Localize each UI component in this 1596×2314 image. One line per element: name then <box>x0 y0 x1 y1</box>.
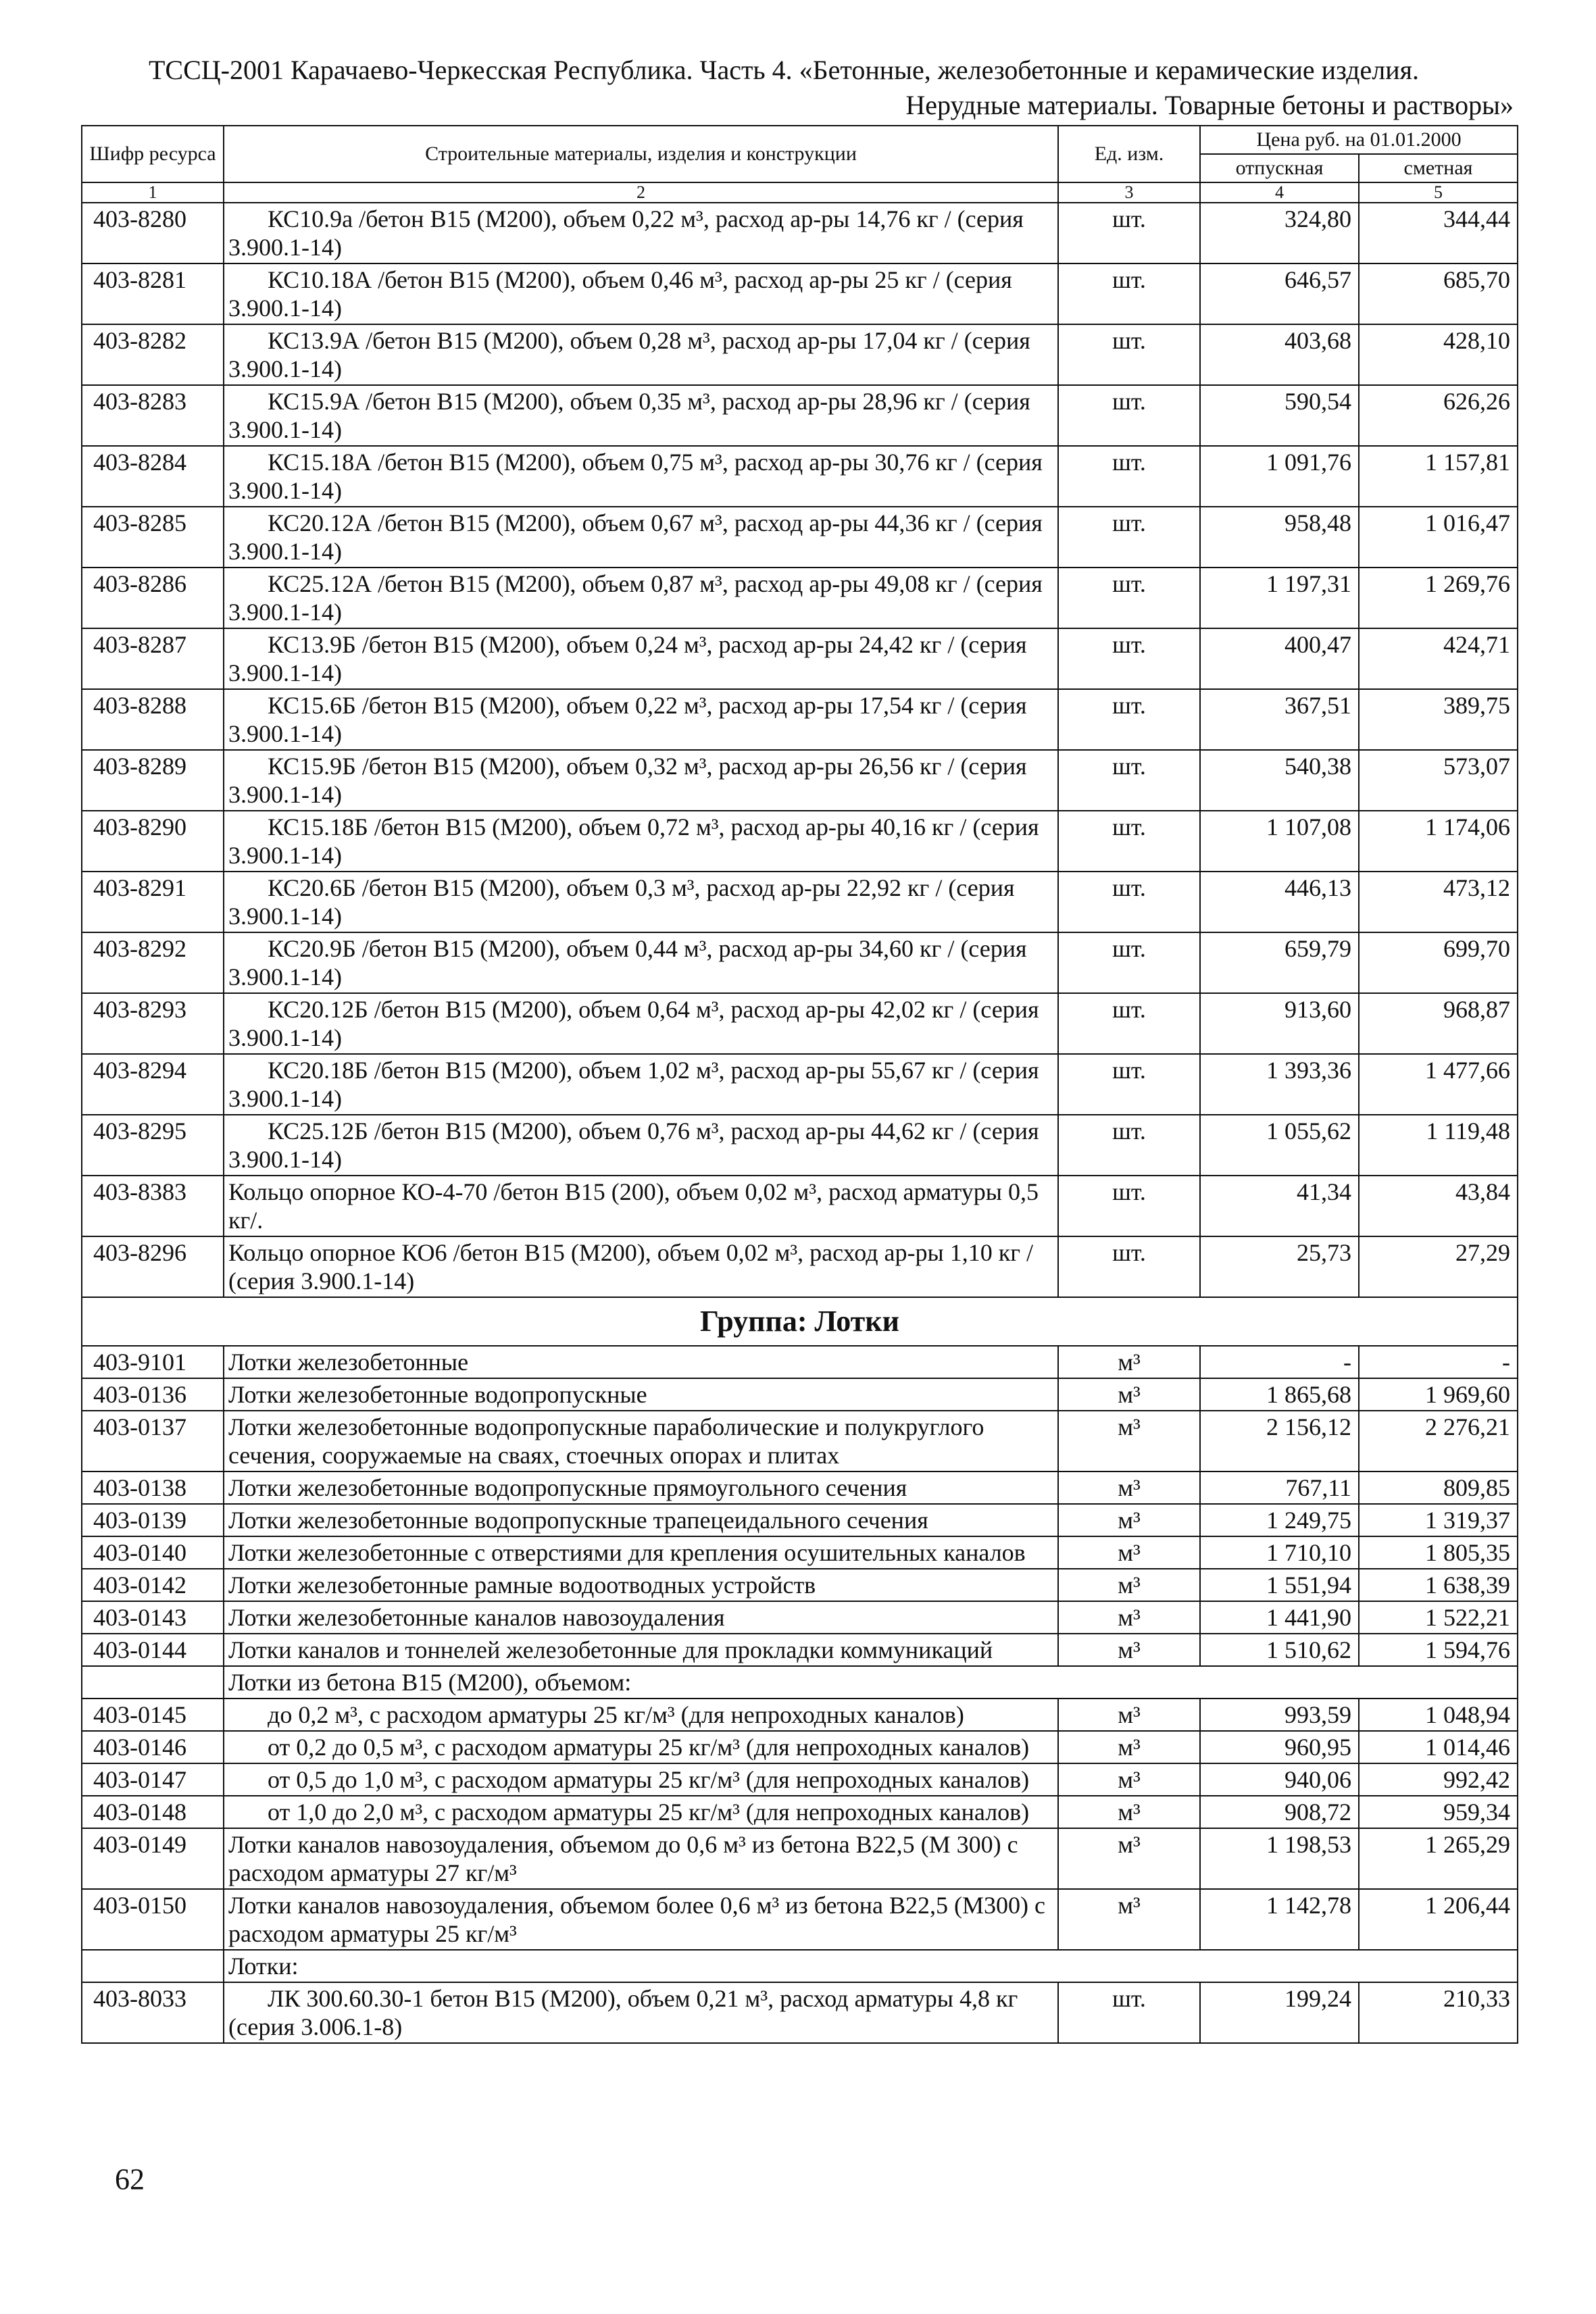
material-name <box>224 1601 1058 1634</box>
price-release: 1 107,08 <box>1200 811 1359 872</box>
header-line-2: Нерудные материалы. Товарные бетоны и растворы» <box>905 90 1514 120</box>
price-release: 1 393,36 <box>1200 1054 1359 1115</box>
price-estimate: 428,10 <box>1359 324 1518 385</box>
unit-cell: шт. <box>1058 385 1200 446</box>
subheading-text: Лотки из бетона В15 (М200), объемом: <box>224 1666 1518 1699</box>
material-name <box>224 263 1058 324</box>
price-release: 646,57 <box>1200 263 1359 324</box>
unit-cell: м³ <box>1058 1346 1200 1378</box>
material-name <box>224 872 1058 932</box>
price-estimate: 1 319,37 <box>1359 1504 1518 1536</box>
material-name-text: КС15.18А /бетон В15 (М200), объем 0,75 м³, расход ар-ры 30,76 кг / (серия 3.900.1-14) <box>228 449 1043 504</box>
price-estimate: 699,70 <box>1359 932 1518 993</box>
unit-cell: шт. <box>1058 446 1200 507</box>
resource-code: 403-8296 <box>82 1236 224 1297</box>
material-name-text: КС13.9Б /бетон В15 (М200), объем 0,24 м³, расход ар-ры 24,42 кг / (серия 3.900.1-14) <box>228 631 1027 686</box>
resource-code: 403-8285 <box>82 507 224 568</box>
price-estimate: 1 969,60 <box>1359 1378 1518 1411</box>
unit-cell: м³ <box>1058 1378 1200 1411</box>
price-release: 1 055,62 <box>1200 1115 1359 1176</box>
price-estimate: 389,75 <box>1359 689 1518 750</box>
material-name <box>224 1054 1058 1115</box>
material-name <box>224 811 1058 872</box>
col-number-1: 1 <box>82 182 224 203</box>
material-name-text: КС15.9А /бетон В15 (М200), объем 0,35 м³, расход ар-ры 28,96 кг / (серия 3.900.1-14) <box>228 388 1030 443</box>
price-release: - <box>1200 1346 1359 1378</box>
price-estimate: 1 638,39 <box>1359 1569 1518 1601</box>
price-estimate: 344,44 <box>1359 203 1518 263</box>
table-row <box>82 1411 1518 1472</box>
price-estimate: 1 269,76 <box>1359 568 1518 628</box>
col-number-4: 4 <box>1200 182 1359 203</box>
unit-cell: шт. <box>1058 1982 1200 2043</box>
table-row <box>82 628 1518 689</box>
material-name <box>224 1346 1058 1378</box>
material-name-text: КС20.12А /бетон В15 (М200), объем 0,67 м³, расход ар-ры 44,36 кг / (серия 3.900.1-14) <box>228 509 1043 565</box>
table-row <box>82 932 1518 993</box>
resource-code: 403-8286 <box>82 568 224 628</box>
price-release: 540,38 <box>1200 750 1359 811</box>
material-name-text: КС20.18Б /бетон В15 (М200), объем 1,02 м³, расход ар-ры 55,67 кг / (серия 3.900.1-14) <box>228 1057 1039 1112</box>
header-code: Шифр ресурса <box>82 126 224 182</box>
material-name <box>224 689 1058 750</box>
material-name-text: КС25.12Б /бетон В15 (М200), объем 0,76 м³, расход ар-ры 44,62 кг / (серия 3.900.1-14) <box>228 1117 1039 1173</box>
material-name-text: от 0,2 до 0,5 м³, с расходом арматуры 25 кг/м³ (для непроходных каналов) <box>268 1734 1030 1761</box>
table-row <box>82 507 1518 568</box>
unit-cell: м³ <box>1058 1601 1200 1634</box>
unit-cell: шт. <box>1058 993 1200 1054</box>
material-name <box>224 1536 1058 1569</box>
price-release: 1 551,94 <box>1200 1569 1359 1601</box>
header-price-release: отпускная <box>1200 154 1359 182</box>
resource-code: 403-8291 <box>82 872 224 932</box>
price-estimate: 1 014,46 <box>1359 1731 1518 1763</box>
material-name <box>224 1889 1058 1950</box>
price-release: 767,11 <box>1200 1472 1359 1504</box>
material-name-text: ЛК 300.60.30-1 бетон В15 (М200), объем 0,21 м³, расход арматуры 4,8 кг (серия 3.006.1-8) <box>228 1985 1018 2040</box>
material-name <box>224 203 1058 263</box>
material-name <box>224 1763 1058 1796</box>
table-row <box>82 568 1518 628</box>
price-release: 1 510,62 <box>1200 1634 1359 1666</box>
resource-code: 403-8289 <box>82 750 224 811</box>
resource-code: 403-0147 <box>82 1763 224 1796</box>
unit-cell: шт. <box>1058 324 1200 385</box>
price-release: 446,13 <box>1200 872 1359 932</box>
price-estimate: 43,84 <box>1359 1176 1518 1236</box>
resource-code: 403-8033 <box>82 1982 224 2043</box>
material-name <box>224 385 1058 446</box>
unit-cell: м³ <box>1058 1411 1200 1472</box>
material-name-text: Лотки железобетонные водопропускные параболические и полукруглого сечения, сооружаемые на сваях, стоечных опорах и плитах <box>228 1413 984 1469</box>
material-name <box>224 628 1058 689</box>
material-name-text: КС15.9Б /бетон В15 (М200), объем 0,32 м³, расход ар-ры 26,56 кг / (серия 3.900.1-14) <box>228 753 1027 808</box>
resource-code: 403-0137 <box>82 1411 224 1472</box>
unit-cell: шт. <box>1058 568 1200 628</box>
resource-code: 403-0150 <box>82 1889 224 1950</box>
price-release: 367,51 <box>1200 689 1359 750</box>
price-estimate: 809,85 <box>1359 1472 1518 1504</box>
table-row <box>82 750 1518 811</box>
material-name-text: Лотки железобетонные каналов навозоудаления <box>228 1604 725 1631</box>
price-release: 958,48 <box>1200 507 1359 568</box>
material-name-text: Лотки каналов и тоннелей железобетонные для прокладки коммуникаций <box>228 1636 993 1663</box>
table-row <box>82 811 1518 872</box>
material-name <box>224 1982 1058 2043</box>
resource-code: 403-8383 <box>82 1176 224 1236</box>
unit-cell: шт. <box>1058 1236 1200 1297</box>
table-row <box>82 1054 1518 1115</box>
col-number-2: 2 <box>224 182 1058 203</box>
material-name-text: КС20.6Б /бетон В15 (М200), объем 0,3 м³, расход ар-ры 22,92 кг / (серия 3.900.1-14) <box>228 874 1015 930</box>
price-estimate: 424,71 <box>1359 628 1518 689</box>
resource-code: 403-8295 <box>82 1115 224 1176</box>
price-estimate: 1 805,35 <box>1359 1536 1518 1569</box>
material-name-text: Лотки железобетонные водопропускные трапецеидального сечения <box>228 1507 928 1534</box>
header-line-1: ТССЦ-2001 Карачаево-Черкесская Республика. Часть 4. «Бетонные, железобетонные и керамические изделия. <box>149 55 1420 85</box>
price-estimate: 1 206,44 <box>1359 1889 1518 1950</box>
table-row <box>82 1763 1518 1796</box>
price-release: 403,68 <box>1200 324 1359 385</box>
material-name <box>224 1634 1058 1666</box>
resource-code: 403-8293 <box>82 993 224 1054</box>
group-title: Группа: Лотки <box>82 1297 1518 1346</box>
material-name <box>224 1699 1058 1731</box>
price-release: 199,24 <box>1200 1982 1359 2043</box>
table-row <box>82 1796 1518 1828</box>
price-estimate: 27,29 <box>1359 1236 1518 1297</box>
table-row <box>82 324 1518 385</box>
unit-cell: шт. <box>1058 507 1200 568</box>
unit-cell: м³ <box>1058 1472 1200 1504</box>
material-name-text: от 0,5 до 1,0 м³, с расходом арматуры 25 кг/м³ (для непроходных каналов) <box>268 1766 1030 1793</box>
price-release: 1 091,76 <box>1200 446 1359 507</box>
header-price-estimate: сметная <box>1359 154 1518 182</box>
material-name-text: КС15.18Б /бетон В15 (М200), объем 0,72 м³, расход ар-ры 40,16 кг / (серия 3.900.1-14) <box>228 813 1039 869</box>
unit-cell: шт. <box>1058 628 1200 689</box>
resource-code: 403-8288 <box>82 689 224 750</box>
table-row <box>82 1828 1518 1889</box>
unit-cell: шт. <box>1058 1115 1200 1176</box>
price-estimate: 1 174,06 <box>1359 811 1518 872</box>
table-row <box>82 203 1518 263</box>
group-row <box>82 1297 1518 1346</box>
price-estimate: 473,12 <box>1359 872 1518 932</box>
unit-cell: м³ <box>1058 1828 1200 1889</box>
material-name-text: Лотки железобетонные с отверстиями для крепления осушительных каналов <box>228 1539 1026 1566</box>
table-row <box>82 1236 1518 1297</box>
material-name-text: Кольцо опорное КО-4-70 /бетон В15 (200), объем 0,02 м³, расход арматуры 0,5 кг/. <box>228 1178 1039 1234</box>
page-header <box>81 53 1514 123</box>
price-estimate: 1 119,48 <box>1359 1115 1518 1176</box>
unit-cell: м³ <box>1058 1763 1200 1796</box>
table-row <box>82 1115 1518 1176</box>
material-name-text: КС20.9Б /бетон В15 (М200), объем 0,44 м³, расход ар-ры 34,60 кг / (серия 3.900.1-14) <box>228 935 1027 990</box>
price-release: 590,54 <box>1200 385 1359 446</box>
unit-cell: м³ <box>1058 1634 1200 1666</box>
price-estimate: 1 477,66 <box>1359 1054 1518 1115</box>
resource-code: 403-8287 <box>82 628 224 689</box>
resource-code: 403-8284 <box>82 446 224 507</box>
header-name: Строительные материалы, изделия и конструкции <box>224 126 1058 182</box>
table-row <box>82 263 1518 324</box>
resource-code: 403-0143 <box>82 1601 224 1634</box>
price-release: 993,59 <box>1200 1699 1359 1731</box>
resource-code: 403-8294 <box>82 1054 224 1115</box>
header-unit: Ед. изм. <box>1058 126 1200 182</box>
resource-code: 403-0136 <box>82 1378 224 1411</box>
material-name <box>224 1569 1058 1601</box>
price-estimate: 959,34 <box>1359 1796 1518 1828</box>
table-row <box>82 1536 1518 1569</box>
unit-cell: м³ <box>1058 1699 1200 1731</box>
price-estimate: 2 276,21 <box>1359 1411 1518 1472</box>
resource-code: 403-0148 <box>82 1796 224 1828</box>
price-release: 41,34 <box>1200 1176 1359 1236</box>
unit-cell: м³ <box>1058 1796 1200 1828</box>
table-row <box>82 1601 1518 1634</box>
price-release: 2 156,12 <box>1200 1411 1359 1472</box>
table-row <box>82 385 1518 446</box>
table-row <box>82 1889 1518 1950</box>
unit-cell: шт. <box>1058 750 1200 811</box>
resource-code: 403-9101 <box>82 1346 224 1378</box>
table-body <box>82 203 1518 2043</box>
price-release: 1 441,90 <box>1200 1601 1359 1634</box>
material-name-text: Лотки железобетонные <box>228 1349 469 1376</box>
price-release: 324,80 <box>1200 203 1359 263</box>
price-release: 913,60 <box>1200 993 1359 1054</box>
unit-cell: шт. <box>1058 203 1200 263</box>
material-name <box>224 1504 1058 1536</box>
table-row <box>82 1346 1518 1378</box>
table-row <box>82 1699 1518 1731</box>
empty-cell <box>82 1666 224 1699</box>
resource-code: 403-0138 <box>82 1472 224 1504</box>
table-row <box>82 1176 1518 1236</box>
material-name <box>224 993 1058 1054</box>
price-release: 400,47 <box>1200 628 1359 689</box>
material-name-text: Кольцо опорное КО6 /бетон В15 (М200), объем 0,02 м³, расход ар-ры 1,10 кг / (серия 3.900.1-14) <box>228 1239 1033 1294</box>
price-release: 960,95 <box>1200 1731 1359 1763</box>
price-estimate: - <box>1359 1346 1518 1378</box>
col-number-3: 3 <box>1058 182 1200 203</box>
table-row <box>82 1634 1518 1666</box>
material-name-text: КС10.9а /бетон В15 (М200), объем 0,22 м³, расход ар-ры 14,76 кг / (серия 3.900.1-14) <box>228 205 1024 261</box>
table-row <box>82 993 1518 1054</box>
resource-code: 403-8282 <box>82 324 224 385</box>
resource-code: 403-8292 <box>82 932 224 993</box>
material-name-text: Лотки железобетонные водопропускные <box>228 1381 647 1408</box>
price-release: 1 142,78 <box>1200 1889 1359 1950</box>
material-name-text: КС10.18А /бетон В15 (М200), объем 0,46 м³, расход ар-ры 25 кг / (серия 3.900.1-14) <box>228 266 1012 322</box>
price-estimate: 626,26 <box>1359 385 1518 446</box>
price-estimate: 685,70 <box>1359 263 1518 324</box>
table-row <box>82 689 1518 750</box>
price-estimate: 1 594,76 <box>1359 1634 1518 1666</box>
unit-cell: м³ <box>1058 1731 1200 1763</box>
unit-cell: шт. <box>1058 263 1200 324</box>
unit-cell: шт. <box>1058 872 1200 932</box>
table-row <box>82 1982 1518 2043</box>
price-release: 940,06 <box>1200 1763 1359 1796</box>
price-estimate: 1 265,29 <box>1359 1828 1518 1889</box>
resource-code: 403-0142 <box>82 1569 224 1601</box>
material-name-text: до 0,2 м³, с расходом арматуры 25 кг/м³ (для непроходных каналов) <box>268 1701 964 1728</box>
price-estimate: 1 157,81 <box>1359 446 1518 507</box>
price-estimate: 1 016,47 <box>1359 507 1518 568</box>
unit-cell: м³ <box>1058 1536 1200 1569</box>
table-row <box>82 446 1518 507</box>
material-name <box>224 1176 1058 1236</box>
price-estimate: 992,42 <box>1359 1763 1518 1796</box>
table-row <box>82 1731 1518 1763</box>
unit-cell: шт. <box>1058 1176 1200 1236</box>
price-release: 1 198,53 <box>1200 1828 1359 1889</box>
table-row <box>82 1378 1518 1411</box>
material-name-text: КС13.9А /бетон В15 (М200), объем 0,28 м³, расход ар-ры 17,04 кг / (серия 3.900.1-14) <box>228 327 1030 382</box>
resource-code: 403-8283 <box>82 385 224 446</box>
unit-cell: м³ <box>1058 1504 1200 1536</box>
material-name <box>224 1731 1058 1763</box>
material-name <box>224 1472 1058 1504</box>
table-row <box>82 1569 1518 1601</box>
header-price: Цена руб. на 01.01.2000 <box>1200 126 1518 154</box>
unit-cell: м³ <box>1058 1569 1200 1601</box>
material-name <box>224 750 1058 811</box>
material-name <box>224 507 1058 568</box>
price-release: 1 249,75 <box>1200 1504 1359 1536</box>
unit-cell: шт. <box>1058 932 1200 993</box>
material-name <box>224 324 1058 385</box>
unit-cell: шт. <box>1058 689 1200 750</box>
material-name <box>224 1411 1058 1472</box>
material-name <box>224 932 1058 993</box>
material-name-text: от 1,0 до 2,0 м³, с расходом арматуры 25 кг/м³ (для непроходных каналов) <box>268 1799 1030 1826</box>
material-name-text: Лотки железобетонные рамные водоотводных устройств <box>228 1571 816 1599</box>
resource-code: 403-0145 <box>82 1699 224 1731</box>
material-name-text: Лотки каналов навозоудаления, объемом до 0,6 м³ из бетона В22,5 (М 300) с расходом арматуры 27 кг/м³ <box>228 1831 1018 1886</box>
unit-cell: шт. <box>1058 1054 1200 1115</box>
material-name <box>224 1115 1058 1176</box>
material-name <box>224 1378 1058 1411</box>
material-name-text: КС20.12Б /бетон В15 (М200), объем 0,64 м³, расход ар-ры 42,02 кг / (серия 3.900.1-14) <box>228 996 1039 1051</box>
resource-code: 403-0149 <box>82 1828 224 1889</box>
material-name <box>224 568 1058 628</box>
material-name <box>224 1236 1058 1297</box>
price-estimate: 573,07 <box>1359 750 1518 811</box>
subheading-row <box>82 1950 1518 1982</box>
price-release: 25,73 <box>1200 1236 1359 1297</box>
material-name <box>224 1796 1058 1828</box>
material-name-text: КС15.6Б /бетон В15 (М200), объем 0,22 м³, расход ар-ры 17,54 кг / (серия 3.900.1-14) <box>228 692 1027 747</box>
subheading-text: Лотки: <box>224 1950 1518 1982</box>
page-number: 62 <box>115 2163 145 2196</box>
table-row <box>82 1504 1518 1536</box>
price-release: 908,72 <box>1200 1796 1359 1828</box>
material-name <box>224 446 1058 507</box>
resource-code: 403-0139 <box>82 1504 224 1536</box>
col-number-5: 5 <box>1359 182 1518 203</box>
price-estimate: 210,33 <box>1359 1982 1518 2043</box>
table-row <box>82 872 1518 932</box>
table-row <box>82 1472 1518 1504</box>
resource-code: 403-0146 <box>82 1731 224 1763</box>
material-name-text: КС25.12А /бетон В15 (М200), объем 0,87 м³, расход ар-ры 49,08 кг / (серия 3.900.1-14) <box>228 570 1043 626</box>
price-estimate: 968,87 <box>1359 993 1518 1054</box>
price-release: 1 197,31 <box>1200 568 1359 628</box>
price-estimate: 1 522,21 <box>1359 1601 1518 1634</box>
resource-code: 403-0140 <box>82 1536 224 1569</box>
empty-cell <box>82 1950 224 1982</box>
price-release: 659,79 <box>1200 932 1359 993</box>
material-name-text: Лотки железобетонные водопропускные прямоугольного сечения <box>228 1474 907 1501</box>
unit-cell: м³ <box>1058 1889 1200 1950</box>
resource-code: 403-8280 <box>82 203 224 263</box>
resource-code: 403-0144 <box>82 1634 224 1666</box>
subheading-row <box>82 1666 1518 1699</box>
material-name <box>224 1828 1058 1889</box>
price-estimate: 1 048,94 <box>1359 1699 1518 1731</box>
price-table <box>81 125 1518 2044</box>
price-release: 1 710,10 <box>1200 1536 1359 1569</box>
resource-code: 403-8281 <box>82 263 224 324</box>
resource-code: 403-8290 <box>82 811 224 872</box>
unit-cell: шт. <box>1058 811 1200 872</box>
price-release: 1 865,68 <box>1200 1378 1359 1411</box>
material-name-text: Лотки каналов навозоудаления, объемом более 0,6 м³ из бетона В22,5 (М300) с расходом арматуры 25 кг/м³ <box>228 1892 1046 1947</box>
